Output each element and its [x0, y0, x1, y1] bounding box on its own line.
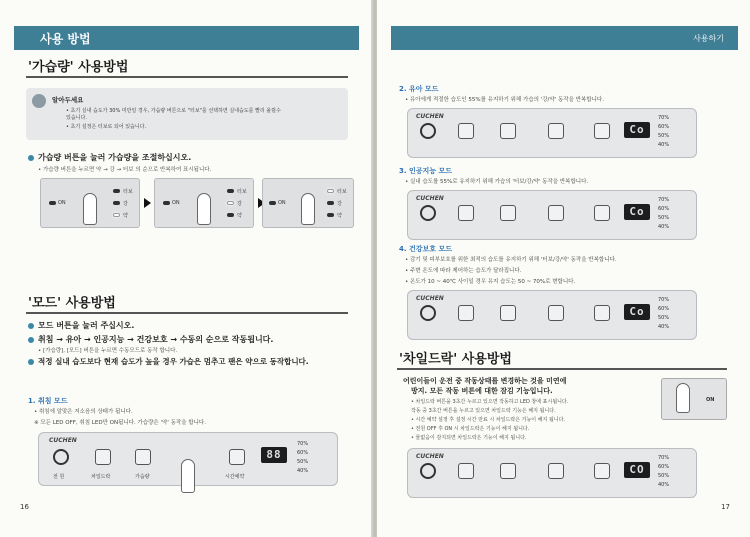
tip-title: 알아두세요 [52, 96, 84, 104]
childlock-label: 차일드락 [91, 474, 111, 480]
left-page [0, 0, 373, 537]
strong-label: 강 [237, 201, 242, 207]
on-led [269, 201, 276, 205]
mode-button[interactable] [548, 123, 564, 139]
level-label: 60% [658, 124, 670, 130]
health-mode-title: 4. 건강보호 모드 [399, 245, 452, 253]
level-label: 50% [658, 133, 670, 139]
humidity-display: Co [624, 122, 650, 138]
page-number: 16 [20, 503, 29, 511]
level-label: 50% [297, 459, 309, 465]
childlock-line: • 전원 OFF 후 ON 시 차일드락은 기능이 해지 됩니다. [411, 426, 530, 432]
power-button[interactable] [420, 123, 436, 139]
power-button[interactable] [420, 205, 436, 221]
humidity-display: CO [624, 462, 650, 478]
childlock-line: • 시간 예약 설정 후 설정 시간 만료 시 차일드락은 기능이 해지 됩니다. [411, 417, 566, 423]
strong-led [113, 201, 120, 205]
weak-label: 약 [337, 213, 342, 219]
level-label: 50% [658, 215, 670, 221]
right-page [377, 0, 750, 537]
sleep-mode-line: ※ 모든 LED OFF, 취침 LED만 ON됩니다. 가습량은 '약' 동작을 합니다. [34, 420, 206, 426]
level-label: 40% [658, 142, 670, 148]
level-label: 60% [658, 306, 670, 312]
level-label: 50% [658, 473, 670, 479]
humidity-display: Co [624, 304, 650, 320]
mode-button[interactable] [548, 205, 564, 221]
weak-led [113, 213, 120, 217]
level-label: 70% [297, 441, 309, 447]
level-label: 40% [658, 224, 670, 230]
weak-label: 약 [123, 213, 128, 219]
level-label: 60% [658, 464, 670, 470]
level-label: 50% [658, 315, 670, 321]
timer-button[interactable] [594, 463, 610, 479]
health-mode-line: • 감기 및 피부보호를 위한 최적의 습도를 유지하기 위해 '터보/강/약' 동작을 반복합니다. [405, 257, 617, 263]
section-rule [397, 368, 727, 370]
finger-icon [181, 459, 195, 493]
brand-logo: CUCHEN [416, 453, 444, 460]
infant-mode-title: 2. 유아 모드 [399, 85, 439, 93]
humid-button[interactable] [500, 123, 516, 139]
turbo-led [327, 189, 334, 193]
strong-led [327, 201, 334, 205]
tip-line: 있습니다. [66, 115, 87, 121]
tip-box [26, 88, 348, 140]
humid-button[interactable] [500, 463, 516, 479]
brand-logo: CUCHEN [416, 113, 444, 120]
level-label: 40% [297, 468, 309, 474]
on-label: ON [278, 200, 286, 206]
mode-bullet: 모드 버튼을 눌러 주십시오. [28, 320, 134, 331]
power-label: 전 원 [53, 474, 65, 480]
humidity-display: 88 [261, 447, 287, 463]
childlock-line: • 차일드락 버튼을 3초간 누르고 있으면 작동하고 LED 창에 표시됩니다. [411, 399, 569, 405]
power-button[interactable] [420, 305, 436, 321]
humidity-step-panel [262, 178, 354, 228]
on-label: ON [706, 397, 715, 403]
section-rule [26, 76, 348, 78]
timer-button[interactable] [594, 305, 610, 321]
level-label: 70% [658, 455, 670, 461]
section-rule [26, 312, 348, 314]
humidity-bullet-note: • 가습량 버튼을 누르면 약 → 강 → 터보 의 순으로 반복하여 표시됩니다. [38, 167, 212, 173]
control-panel [407, 190, 697, 240]
humidity-section-title: '가습량' 사용방법 [28, 60, 129, 75]
finger-icon [83, 193, 97, 225]
tip-line: • 초기 실내 습도가 30% 미만일 경우, 가습량 버튼으로 "터보"를 선택하면 실내습도를 빨리 올릴수 [66, 108, 281, 114]
strong-label: 강 [337, 201, 342, 207]
level-label: 60% [658, 206, 670, 212]
finger-icon [197, 193, 211, 225]
childlock-button[interactable] [458, 123, 474, 139]
finger-icon [301, 193, 315, 225]
brand-logo: CUCHEN [416, 295, 444, 302]
finger-icon [676, 383, 690, 413]
childlock-button[interactable] [458, 463, 474, 479]
on-led [49, 201, 56, 205]
control-panel [407, 290, 697, 340]
childlock-button[interactable] [95, 449, 111, 465]
ai-mode-line: • 실내 습도를 55%로 유지하기 위해 가습의 '터보/강/약' 동작을 반복합니다. [405, 179, 589, 185]
turbo-led [113, 189, 120, 193]
brand-logo: CUCHEN [416, 195, 444, 202]
humid-label: 가습량 [135, 474, 150, 480]
weak-label: 약 [237, 213, 242, 219]
tip-line: • 초기 설정은 터보로 되어 있습니다. [66, 124, 147, 130]
on-label: ON [58, 200, 66, 206]
childlock-illustration [661, 378, 727, 420]
mode-button[interactable] [548, 463, 564, 479]
level-label: 70% [658, 115, 670, 121]
level-label: 60% [297, 450, 309, 456]
humid-button[interactable] [135, 449, 151, 465]
humidity-display: Co [624, 204, 650, 220]
childlock-button[interactable] [458, 305, 474, 321]
turbo-label: 터보 [337, 189, 347, 195]
sleep-mode-line: • 취침에 알맞은 저소음의 상태가 됩니다. [34, 409, 133, 415]
right-header: 사용하기 [391, 26, 738, 50]
timer-button[interactable] [594, 123, 610, 139]
turbo-led [227, 189, 234, 193]
humidity-step-panel [154, 178, 254, 228]
control-panel [407, 448, 697, 498]
level-label: 70% [658, 297, 670, 303]
left-header: 사용 방법 [14, 26, 359, 50]
mode-bullet: 취침 → 유아 → 인공지능 → 건강보호 → 수동의 순으로 작동됩니다. [28, 334, 273, 345]
info-icon [32, 94, 46, 108]
health-mode-line: • 주변 온도에 따라 제어하는 습도가 달라집니다. [405, 268, 522, 274]
on-led [163, 201, 170, 205]
turbo-label: 터보 [237, 189, 247, 195]
page-number: 17 [721, 503, 730, 511]
brand-logo: CUCHEN [49, 437, 77, 444]
childlock-title: 방지. 모든 작동 버튼에 대한 잠김 기능입니다. [411, 387, 553, 395]
control-panel [407, 108, 697, 158]
timer-label: 시간예약 [225, 474, 245, 480]
timer-button[interactable] [229, 449, 245, 465]
sleep-mode-title: 1. 취침 모드 [28, 397, 68, 405]
childlock-title: 어린이들이 운전 중 작동상태를 변경하는 것을 미연에 [403, 377, 567, 385]
ai-mode-title: 3. 인공지능 모드 [399, 167, 452, 175]
infant-mode-line: • 유아에게 적절한 습도인 55%를 유지하기 위해 가습의 '강/약' 동작을 반복합니다. [405, 97, 604, 103]
on-label: ON [172, 200, 180, 206]
arrow-icon [144, 198, 151, 208]
timer-button[interactable] [594, 205, 610, 221]
childlock-button[interactable] [458, 205, 474, 221]
strong-label: 강 [123, 201, 128, 207]
health-mode-line: • 온도가 10 ~ 40℃ 사이일 경우 유지 습도는 50 ~ 70%로 변합니다. [405, 279, 576, 285]
humid-button[interactable] [500, 205, 516, 221]
turbo-label: 터보 [123, 189, 133, 195]
mode-bullet-note: • [가습량], [모드] 버튼을 누르면 수동모드로 동작 합니다. [38, 348, 178, 354]
mode-section-title: '모드' 사용방법 [28, 296, 116, 311]
power-button[interactable] [420, 463, 436, 479]
mode-button[interactable] [548, 305, 564, 321]
childlock-section-title: '차일드락' 사용방법 [399, 352, 512, 367]
mode-bullet: 적정 실내 습도보다 현재 습도가 높을 경우 가습은 멈추고 팬은 약으로 동작합니다. [28, 356, 309, 367]
strong-led [227, 201, 234, 205]
level-label: 40% [658, 324, 670, 330]
weak-led [227, 213, 234, 217]
humid-button[interactable] [500, 305, 516, 321]
power-button[interactable] [53, 449, 69, 465]
childlock-line: • 물없음이 감지되면 차일드락은 기능이 해지 됩니다. [411, 435, 527, 441]
level-label: 70% [658, 197, 670, 203]
control-panel [38, 432, 338, 486]
humidity-step-panel [40, 178, 140, 228]
level-label: 40% [658, 482, 670, 488]
weak-led [327, 213, 334, 217]
humidity-bullet: 가습량 버튼을 눌러 가습량을 조절하십시오. [28, 152, 191, 163]
childlock-line: 작동 중 3초간 버튼을 누르고 있으면 차일드락 기능은 해지 됩니다. [411, 408, 556, 414]
